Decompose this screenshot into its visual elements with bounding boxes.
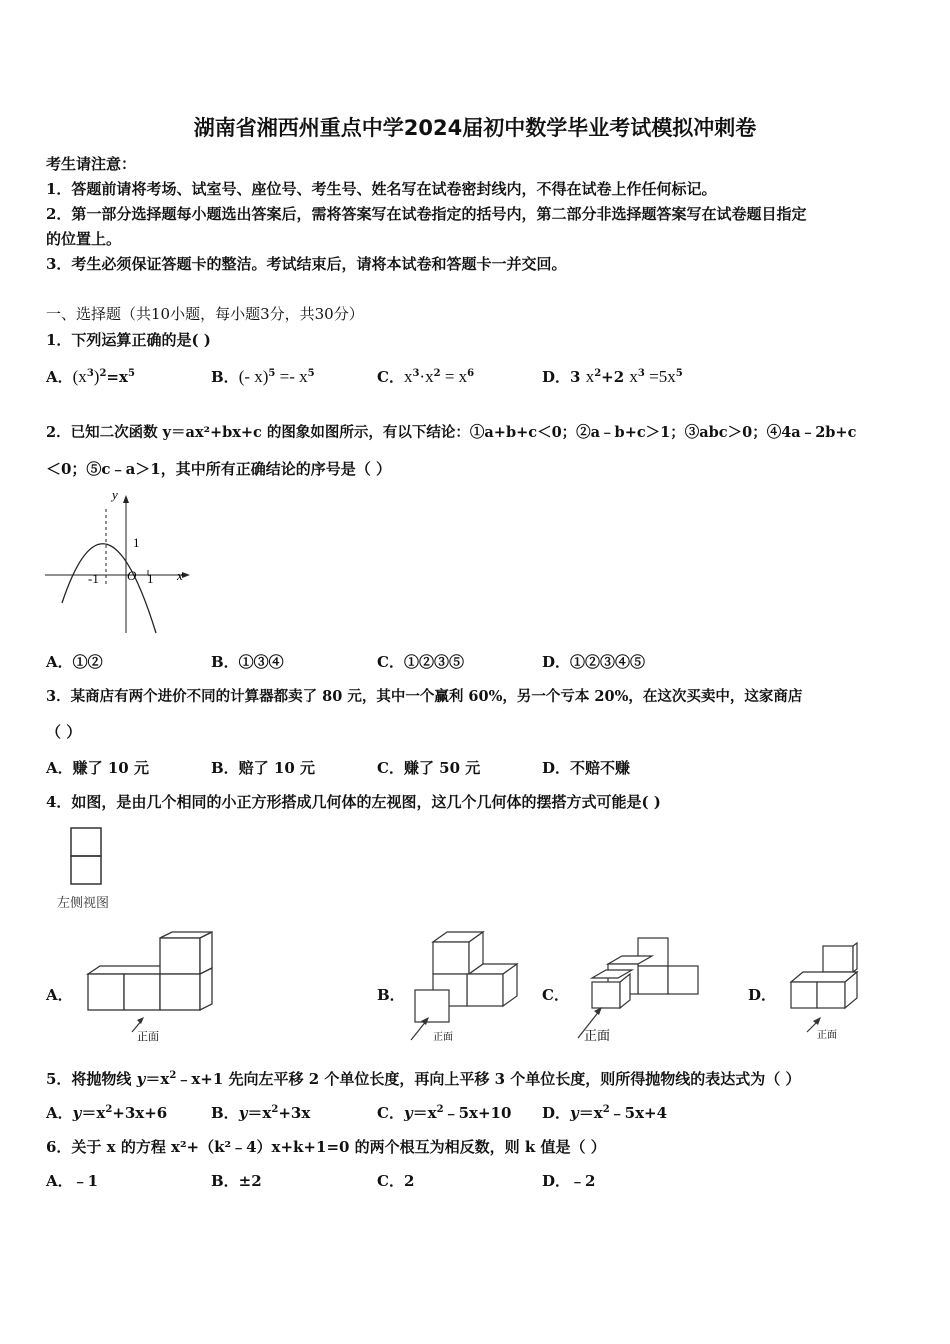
q5-option-c: C．$y=x^2﹣5x+10$ [377,1104,512,1122]
q6-option-d: D．﹣2 [542,1172,596,1190]
option-label: D． [542,368,571,386]
q6-option-b: B．±2 [211,1172,262,1190]
q2-stem-line1: 2．已知二次函数 y＝ax²+bx+c 的图象如图所示，有以下结论：①a+b+c＜0；②a﹣b+c＞1；③abc＞0；④4a﹣2b+c [46,424,857,441]
side-view-figure [68,826,108,888]
parabola-curve [62,544,156,633]
notice-heading: 考生请注意： [46,155,137,173]
y-axis-arrow [123,495,129,503]
q1-stem: 1．下列运算正确的是( ) [46,331,211,349]
q1-option-a: A．$(x^3)^2=x^5$ [46,367,135,386]
option-label: C． [377,368,404,386]
q4-option-a-label: A． [46,986,73,1004]
side-view-square [71,828,101,856]
parabola-graph [40,485,200,640]
q1-option-c: C．$x^3\cdot x^2 = x^6$ [377,367,475,386]
q5-option-d: D．$y=x^2﹣5x+4$ [542,1104,668,1122]
q4-figure-b [405,928,525,1048]
q1-option-d: D．3 $x^2+2$ $x^3 =5x^5$ [542,367,683,386]
section-heading: 一、选择题（共10小题，每小题3分，共30分） [46,305,364,323]
q4-figure-d [785,940,875,1045]
side-view-caption: 左侧视图 [57,896,110,911]
q6-stem: 6．关于 x 的方程 x²+（k²﹣4）x+k+1=0 的两个根互为相反数，则 k 值是（ ） [46,1138,606,1156]
q5-option-b: B．$y=x^2+3x$ [211,1104,311,1122]
q5-stem: 5．将抛物线 $y=x^2﹣x+1$ 先向左平移 2 个单位长度，再向上平移 3 个单位长度，则所得抛物线的表达式为（ ） [46,1070,801,1088]
q4-option-d-label: D． [748,986,777,1004]
notice-item: 的位置上。 [46,230,122,248]
y-intercept-label: 1 [133,535,140,550]
notice-item: 3．考生必须保证答题卡的整洁。考试结束后，请将本试卷和答题卡一并交回。 [46,255,567,273]
q2-option-c: C．①②③⑤ [377,653,464,671]
x-axis-arrow [182,572,190,578]
x-one-label: 1 [147,571,154,586]
q4-stem: 4．如图，是由几个相同的小正方形搭成几何体的左视图，这几个几何体的摆搭方式可能是( ) [46,793,661,811]
q3-stem-line2: （ ） [46,723,82,741]
side-view-square [71,856,101,884]
q6-option-c: C．2 [377,1172,415,1190]
q2-option-a: A．①② [46,653,103,671]
front-caption: 正面 [433,1032,453,1043]
q3-option-c: C．赚了 50 元 [377,759,481,777]
front-caption: 正面 [137,1031,159,1043]
front-caption: 正面 [817,1030,837,1041]
q2-option-d: D．①②③④⑤ [542,653,646,671]
q3-option-b: B．赔了 10 元 [211,759,315,777]
option-label: B． [211,368,239,386]
q3-stem-line1: 3．某商店有两个进价不同的计算器都卖了 80 元，其中一个赢利 60%，另一个亏本 20%，在这次买卖中，这家商店 [46,688,803,705]
front-caption: 正面 [584,1028,611,1043]
q4-option-c-label: C． [542,986,569,1004]
notice-item: 2．第一部分选择题每小题选出答案后，需将答案写在试卷指定的括号内，第二部分非选择题答案写在试卷题目指定 [46,205,807,223]
origin-label: O [127,568,137,583]
x-axis-label: x [177,568,183,583]
q6-option-a: A．﹣1 [46,1172,99,1190]
q1-option-b: B．(- $x)^5 =- x^5$ [211,367,315,386]
q4-figure-a [82,930,222,1048]
q3-option-d: D．不赔不赚 [542,759,631,777]
option-label: A． [46,368,73,386]
q3-option-a: A．赚了 10 元 [46,759,149,777]
y-axis-label: y [112,487,118,502]
q2-option-b: B．①③④ [211,653,284,671]
q4-option-b-label: B． [377,986,405,1004]
q2-stem-line2: ＜0；⑤c﹣a＞1，其中所有正确结论的序号是（ ） [46,460,391,478]
notice-item: 1．答题前请将考场、试室号、座位号、考生号、姓名写在试卷密封线内，不得在试卷上作任何标记。 [46,180,717,198]
vertex-x-label: -1 [88,571,99,586]
q4-figure-c [570,930,710,1050]
q5-option-a: A．$y=x^2+3x+6$ [46,1104,168,1122]
exam-title: 湖南省湘西州重点中学2024届初中数学毕业考试模拟冲刺卷 [193,116,757,140]
